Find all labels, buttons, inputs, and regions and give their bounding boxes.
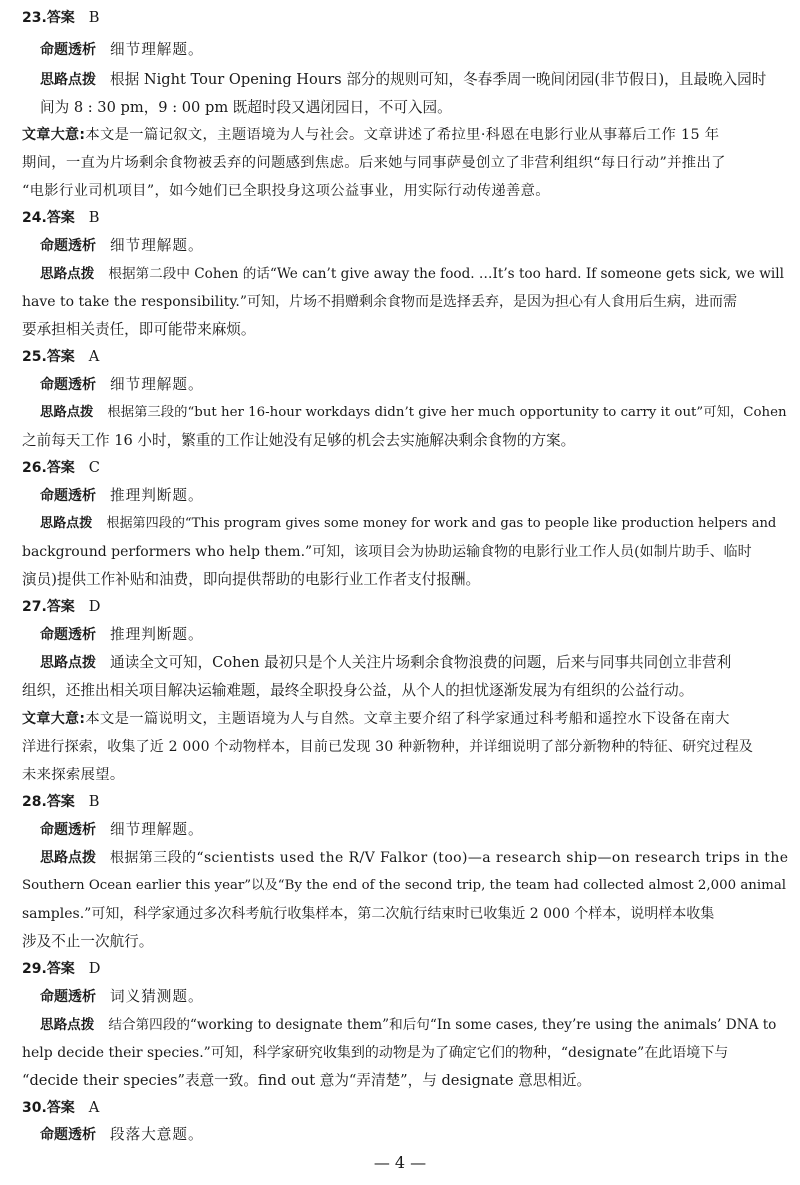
analysis-label: 命题透析	[40, 42, 96, 58]
summary-2-line-2: 洋进行探索，收集了近 2 000 个动物样本，目前已发现 30 种新物种，并详细说明了部分新物种的特征、研究过程及	[22, 739, 754, 755]
analysis-label: 命题透析	[40, 377, 96, 393]
question-23-analysis-line	[40, 40, 204, 60]
question-24-hint-line-3: 要承担相关责任，即可能带来麻烦。	[22, 321, 256, 338]
hint-label: 思路点拨	[40, 850, 96, 866]
question-23-hint-line-2: 间为 8 : 30 pm，9 : 00 pm 既超时段又遇闭园日，不可入园。	[40, 99, 452, 116]
question-type: 细节理解题。	[110, 237, 204, 254]
answer-value: B	[88, 9, 100, 26]
question-28-hint-line-3: samples.”可知，科学家通过多次科考航行收集样本，第二次航行结束时已收集近 2 000 个样本，说明样本收集	[22, 906, 715, 922]
question-25-hint-line-2: 之前每天工作 16 小时，繁重的工作让她没有足够的机会去实施解决剩余食物的方案。	[22, 432, 576, 449]
question-number: 28.	[22, 794, 47, 810]
question-type: 细节理解题。	[110, 41, 204, 58]
answer-value: C	[88, 459, 100, 476]
hint-text: 根据第三段的“scientists used the R/V Falkor (too)—a research ship—on research trips in the	[110, 850, 789, 866]
question-number: 25.	[22, 349, 47, 365]
question-26-hint-line-2: background performers who help them.”可知，该项目会为协助运输食物的电影行业工作人员(如制片助手、临时	[22, 544, 752, 560]
hint-label: 思路点拨	[40, 405, 94, 420]
question-29-hint-line-1	[40, 1015, 776, 1035]
analysis-label: 命题透析	[40, 488, 96, 504]
summary-label: 文章大意:	[22, 127, 86, 143]
question-number: 26.	[22, 460, 47, 476]
question-30-analysis-line	[40, 1125, 204, 1145]
question-28-hint-line-1	[40, 848, 788, 868]
question-23-answer-line	[22, 8, 99, 28]
question-type: 细节理解题。	[110, 821, 204, 838]
question-29-answer-line	[22, 959, 100, 979]
answer-label: 答案	[46, 961, 75, 977]
summary-2-line-3: 未来探索展望。	[22, 767, 125, 783]
hint-label: 思路点拨	[40, 1017, 95, 1033]
question-number: 29.	[22, 961, 47, 977]
answer-label: 答案	[46, 599, 75, 615]
question-24-hint-line-1	[40, 264, 784, 284]
answer-value: D	[88, 960, 101, 977]
question-28-hint-line-4: 涉及不止一次航行。	[22, 933, 154, 950]
answer-label: 答案	[46, 460, 75, 476]
question-26-answer-line	[22, 458, 100, 478]
question-30-answer-line	[22, 1098, 99, 1118]
question-number: 27.	[22, 599, 47, 615]
question-28-analysis-line	[40, 820, 204, 840]
question-type: 推理判断题。	[110, 626, 204, 643]
question-25-analysis-line	[40, 375, 204, 395]
answer-label: 答案	[46, 210, 75, 226]
hint-label: 思路点拨	[40, 655, 96, 671]
hint-text: 根据第二段中 Cohen 的话“We can’t give away the food. …It’s too hard. If someone gets sick, we will	[108, 266, 784, 282]
summary-1-line-3: “电影行业司机项目”，如今她们已全职投身这项公益事业，用实际行动传递善意。	[22, 183, 550, 199]
hint-label: 思路点拨	[40, 516, 93, 531]
question-number: 30.	[22, 1100, 47, 1116]
summary-1-line-2: 期间，一直为片场剩余食物被丢弃的问题感到焦虑。后来她与同事萨曼创立了非营利组织“每日行动”并推出了	[22, 155, 726, 171]
answer-value: B	[88, 793, 100, 810]
analysis-label: 命题透析	[40, 822, 96, 838]
analysis-label: 命题透析	[40, 238, 96, 254]
question-28-hint-line-2: Southern Ocean earlier this year”以及“By the end of the second trip, the team had collected almost 2,000 animal	[22, 878, 787, 893]
question-27-answer-line	[22, 597, 100, 617]
answer-label: 答案	[46, 10, 75, 26]
question-29-analysis-line	[40, 987, 204, 1007]
question-25-answer-line	[22, 347, 99, 367]
question-26-analysis-line	[40, 486, 204, 506]
answer-value: A	[88, 348, 100, 365]
question-type: 细节理解题。	[110, 376, 204, 393]
answer-label: 答案	[46, 794, 75, 810]
answer-label: 答案	[46, 1100, 75, 1116]
analysis-label: 命题透析	[40, 989, 96, 1005]
analysis-label: 命题透析	[40, 1127, 96, 1143]
summary-label: 文章大意:	[22, 711, 86, 727]
question-29-hint-line-2: help decide their species.”可知，科学家研究收集到的动物是为了确定它们的物种，“designate”在此语境下与	[22, 1045, 729, 1061]
summary-2-line-1	[22, 709, 730, 729]
question-26-hint-line-3: 演员)提供工作补贴和油费，即向提供帮助的电影行业工作者支付报酬。	[22, 571, 481, 588]
hint-text: 根据 Night Tour Opening Hours 部分的规则可知，冬春季周一晚间闭园(非节假日)，且最晚入园时	[110, 71, 767, 88]
question-26-hint-line-1	[40, 514, 776, 534]
question-type: 段落大意题。	[110, 1126, 204, 1143]
question-27-analysis-line	[40, 625, 204, 645]
question-28-answer-line	[22, 792, 99, 812]
summary-text: 本文是一篇说明文，主题语境为人与自然。文章主要介绍了科学家通过科考船和遥控水下设备在南大	[85, 711, 730, 727]
hint-text: 根据第三段的“but her 16-hour workdays didn’t give her much opportunity to carry it out”可知，Cohen	[107, 405, 787, 420]
question-number: 23.	[22, 10, 47, 26]
question-25-hint-line-1	[40, 403, 787, 423]
question-24-answer-line	[22, 208, 99, 228]
summary-1-line-1	[22, 125, 719, 145]
hint-label: 思路点拨	[40, 266, 95, 282]
question-27-hint-line-1	[40, 653, 731, 673]
analysis-label: 命题透析	[40, 627, 96, 643]
hint-text: 根据第四段的“This program gives some money for work and gas to people like production helpers and	[106, 516, 777, 531]
answer-value: D	[88, 598, 101, 615]
question-23-hint-line-1	[40, 70, 766, 90]
question-29-hint-line-3: “decide their species”表意一致。find out 意为“弄清楚”，与 designate 意思相近。	[22, 1072, 592, 1089]
answer-value: B	[88, 209, 100, 226]
question-24-hint-line-2: have to take the responsibility.”可知，片场不捐赠剩余食物而是选择丢弃，是因为担心有人食用后生病，进而需	[22, 294, 737, 310]
question-number: 24.	[22, 210, 47, 226]
summary-text: 本文是一篇记叙文，主题语境为人与社会。文章讲述了希拉里·科恩在电影行业从事幕后工作 15 年	[85, 127, 720, 143]
answer-label: 答案	[46, 349, 75, 365]
page-number: — 4 —	[373, 1153, 427, 1172]
question-type: 推理判断题。	[110, 487, 204, 504]
question-type: 词义猜测题。	[110, 988, 204, 1005]
hint-text: 结合第四段的“working to designate them”和后句“In some cases, they’re using the animals’ DNA to	[108, 1017, 777, 1033]
answer-value: A	[88, 1099, 100, 1116]
hint-text: 通读全文可知，Cohen 最初只是个人关注片场剩余食物浪费的问题，后来与同事共同创立非营利	[110, 654, 732, 671]
hint-label: 思路点拨	[40, 72, 96, 88]
question-24-analysis-line	[40, 236, 204, 256]
question-27-hint-line-2: 组织，还推出相关项目解决运输难题，最终全职投身公益，从个人的担忧逐渐发展为有组织的公益行动。	[22, 682, 694, 699]
